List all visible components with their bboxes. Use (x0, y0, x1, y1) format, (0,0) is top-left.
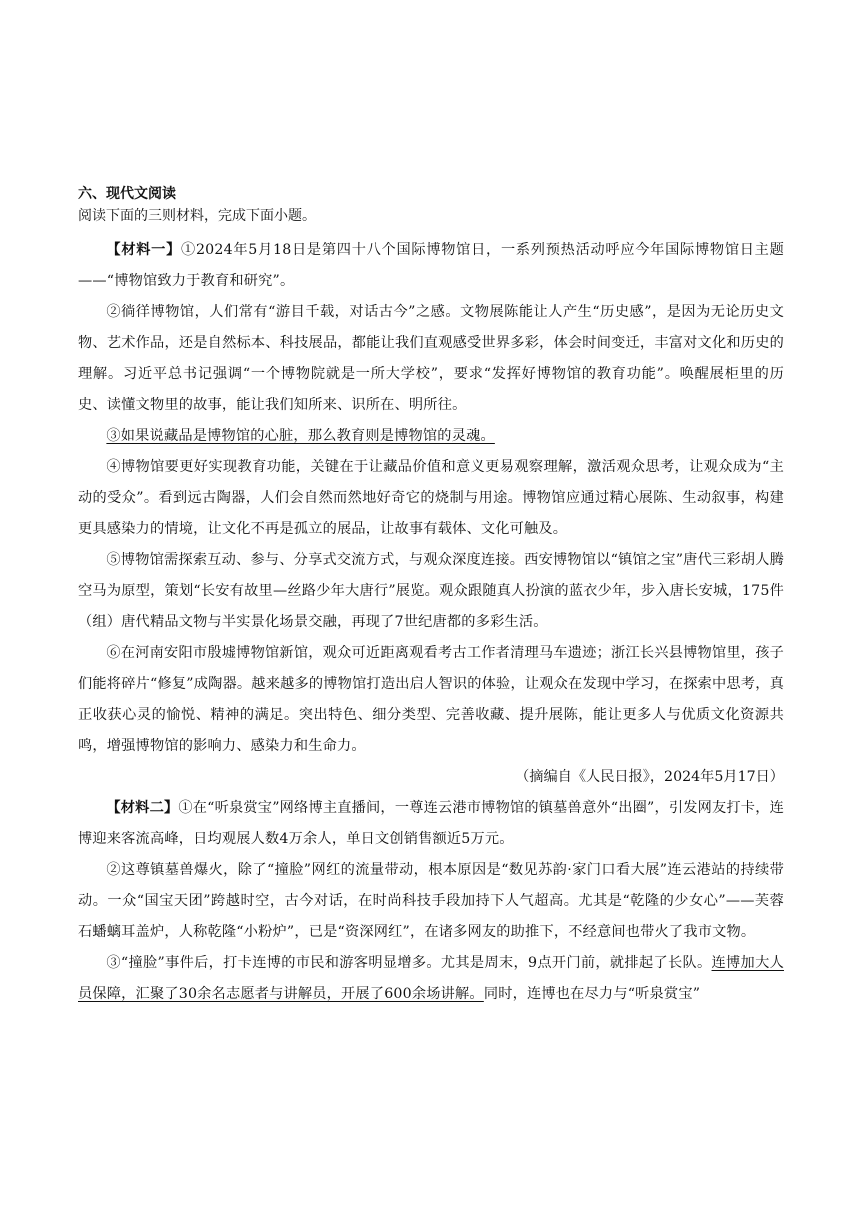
material1-paragraph-2: ②徜徉博物馆，人们常有“游目千载，对话古今”之感。文物展陈能让人产生“历史感”，是因为无论历史文物、艺术作品，还是自然标本、科技展品，都能让我们直观感受世界多彩，体会时间变迁，丰富对文化和历史的理解。习近平总书记强调“一个博物院就是一所大学校”，要求“发挥好博物馆的教育功能”。唤醒展柜里的历史、读懂文物里的故事，能让我们知所来、识所在、明所往。 (78, 304, 784, 413)
material2-label: 【材料二】 (106, 800, 179, 816)
document-page (78, 178, 784, 1010)
section-title: 六、现代文阅读 (78, 186, 176, 202)
material1-paragraph-3 (78, 421, 784, 452)
material1-label: 【材料一】 (106, 242, 182, 258)
material1-source: （摘编自《人民日报》，2024年5月17日） (515, 769, 784, 785)
instruction: 阅读下面的三则材料，完成下面小题。 (78, 208, 316, 224)
material1-paragraph-6: ⑥在河南安阳市殷墟博物馆新馆，观众可近距离观看考古工作者清理马车遗迹；浙江长兴县博物馆里，孩子们能将碎片“修复”成陶器。越来越多的博物馆打造出启人智识的体验，让观众在发现中学习，在探索中思考，真正收获心灵的愉悦、精神的满足。突出特色、细分类型、完善收藏、提升展陈，能让更多人与优质文化资源共鸣，增强博物馆的影响力、感染力和生命力。 (78, 645, 784, 754)
material2-p1-text: ①在“听泉赏宝”网络博主直播间，一尊连云港市博物馆的镇墓兽意外“出圈”，引发网友打卡，连博迎来客流高峰，日均观展人数4万余人，单日文创销售额近5万元。 (78, 800, 784, 847)
material1-p1-text: ①2024年5月18日是第四十八个国际博物馆日，一系列预热活动呼应今年国际博物馆日主题——“博物馆致力于教育和研究”。 (78, 242, 784, 289)
material2-p3-before: ③“撞脸”事件后，打卡连博的市民和游客明显增多。尤其是周末，9点开门前，就排起了长队。 (106, 955, 712, 971)
material2-p3-underlined: 连博加大人员保障，汇聚了30余名志愿者与讲解员，开展了600余场讲解。 (78, 955, 784, 1002)
material1-paragraph-1 (78, 235, 784, 297)
material2-paragraph-3 (78, 948, 784, 1010)
material1-p3-underlined: ③如果说藏品是博物馆的心脏，那么教育则是博物馆的灵魂。 (106, 428, 495, 444)
material1-paragraph-5: ⑤博物馆需探索互动、参与、分享式交流方式，与观众深度连接。西安博物馆以“镇馆之宝”唐代三彩胡人腾空马为原型，策划“长安有故里—丝路少年大唐行”展览。观众跟随真人扮演的蓝衣少年，步入唐长安城，175件（组）唐代精品文物与半实景化场景交融，再现了7世纪唐都的多彩生活。 (78, 552, 784, 630)
material2-paragraph-1 (78, 793, 784, 855)
material1-paragraph-4: ④博物馆要更好实现教育功能，关键在于让藏品价值和意义更易观察理解，激活观众思考，让观众成为“主动的受众”。看到远古陶器，人们会自然而然地好奇它的烧制与用途。博物馆应通过精心展陈、生动叙事，构建更具感染力的情境，让文化不再是孤立的展品，让故事有载体、文化可触及。 (78, 459, 784, 537)
material2-p3-after: 同时，连博也在尽力与“听泉赏宝” (483, 986, 701, 1002)
material2-paragraph-2: ②这尊镇墓兽爆火，除了“撞脸”网红的流量带动，根本原因是“数见苏韵·家门口看大展”连云港站的持续带动。一众“国宝天团”跨越时空，古今对话，在时尚科技手段加持下人气超高。尤其是“乾隆的少女心”——芙蓉石蟠螭耳盖炉，人称乾隆“小粉炉”，已是“资深网红”，在诸多网友的助推下，不经意间也带火了我市文物。 (78, 862, 784, 940)
